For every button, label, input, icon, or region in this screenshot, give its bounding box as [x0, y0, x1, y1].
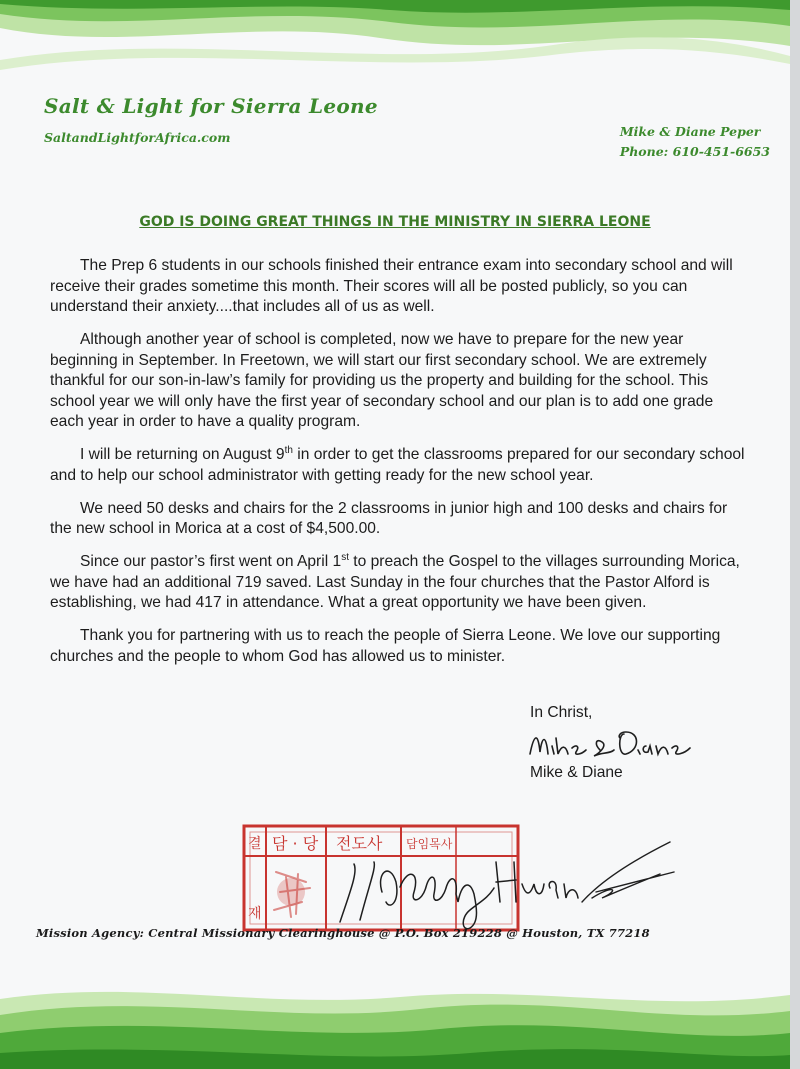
letter-headline: GOD IS DOING GREAT THINGS IN THE MINISTRY IN SIERRA LEONE: [139, 214, 651, 230]
top-wave-decoration: [0, 0, 790, 80]
svg-text:재: 재: [248, 906, 262, 922]
paragraph-1: The Prep 6 students in our schools finished their entrance exam into secondary school and will receive their grades sometime this month. Their scores will all be posted publicly, so you can understand their anxiety....that includes all of us as well.: [50, 257, 733, 315]
mission-agency-line: Mission Agency: Central Missionary Clearinghouse @ P.O. Box 219228 @ Houston, TX 77218: [36, 926, 650, 940]
svg-text:담 · 당: 담 · 당: [272, 834, 319, 853]
paragraph-3: I will be returning on August 9th in order to get the classrooms prepared for our secondary school and to help our school administrator with getting ready for the new school year.: [50, 444, 745, 484]
svg-text:전도사: 전도사: [336, 834, 383, 853]
bottom-wave-decoration: [0, 969, 790, 1069]
paragraph-6: Thank you for partnering with us to reach the people of Sierra Leone. We love our supporting churches and the people to whom God has allowed us to minister.: [50, 627, 721, 665]
letter-body: [50, 256, 750, 680]
organization-website: SaltandLightforAfrica.com: [44, 130, 231, 145]
signer-names: Mike & Diane: [530, 764, 623, 781]
closing-salutation: In Christ,: [530, 704, 593, 721]
paragraph-2: Although another year of school is completed, now we have to prepare for the new year beginning in September. In Freetown, we will start our first secondary school. We are extremely thankful for our son-in-law’s family for providing us the property and building for the school. This school year we will only have the first year of secondary school and our plan is to add one grade each year in order to have a quality program.: [50, 331, 714, 430]
svg-text:담임목사: 담임목사: [406, 837, 453, 851]
svg-text:결: 결: [248, 836, 262, 852]
pastor-signature: [330, 832, 680, 932]
page-edge: [790, 0, 800, 1069]
paragraph-4: We need 50 desks and chairs for the 2 classrooms in junior high and 100 desks and chairs for the new school in Morica at a cost of $4,500.00.: [50, 499, 728, 537]
paragraph-5: Since our pastor’s first went on April 1st to preach the Gospel to the villages surrounding Morica, we have had an additional 719 saved. Last Sunday in the four churches that the Pastor Alford is establishing, we had 417 in attendance. What a great opportunity we have been given.: [50, 551, 740, 611]
organization-name: Salt & Light for Sierra Leone: [44, 94, 378, 118]
contact-block: [620, 122, 770, 162]
contact-phone: Phone: 610-451-6653: [619, 144, 770, 159]
contact-names: Mike & Diane Peper: [619, 124, 761, 139]
handwritten-signature: [522, 724, 722, 764]
